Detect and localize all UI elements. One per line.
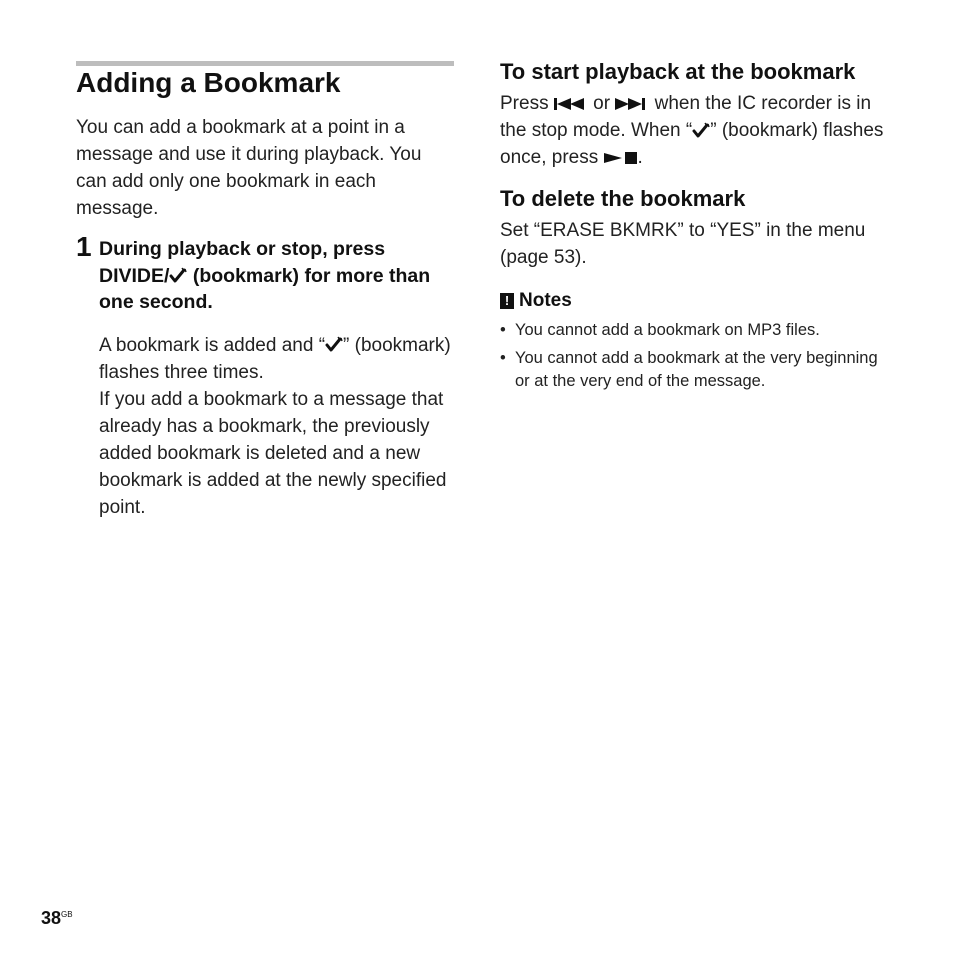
- next-track-icon: [615, 97, 649, 111]
- bullet: •: [500, 348, 506, 367]
- section-title: Adding a Bookmark: [76, 67, 341, 98]
- page-number: $38^{GB}$: [41, 908, 73, 928]
- step-1: [76, 231, 456, 521]
- delete-bookmark-text: Set “ERASE BKMRK” to “YES” in the menu (page 53).: [500, 220, 866, 268]
- start-playback-title: To start playback at the bookmark: [500, 59, 856, 84]
- left-column: [76, 66, 456, 521]
- notes-heading: [500, 289, 890, 313]
- start-playback-text: Press or when the IC recorder is in the stop mode. When “ ” (bookmark) flashes once, press .: [500, 93, 884, 168]
- notes-list: [500, 319, 890, 394]
- intro-paragraph: You can add a bookmark at a point in a message and use it during playback. You can add only one bookmark in each message.: [76, 117, 422, 219]
- bullet: •: [500, 321, 506, 339]
- delete-bookmark-title: To delete the bookmark: [500, 186, 746, 211]
- note-icon: !: [500, 293, 514, 309]
- play-stop-icon: [604, 151, 638, 165]
- bookmark-icon: [169, 267, 187, 285]
- bookmark-icon: [692, 122, 710, 140]
- bookmark-icon: [325, 336, 343, 354]
- notes-title: Notes: [519, 290, 572, 311]
- step-title: During playback or stop, press DIVIDE/ (bookmark) for more than one second.: [99, 238, 431, 313]
- right-column: [500, 58, 890, 398]
- list-item: • You cannot add a bookmark at the very beginning or at the very end of the message.: [500, 348, 878, 390]
- step-number: 1: [76, 231, 92, 262]
- previous-track-icon: [554, 97, 588, 111]
- step-body: A bookmark is added and “ ” (bookmark) flashes three times. If you add a bookmark to a message that already has a bookmark, the previously added bookmark is deleted and a new bookmark is added at the newly specified point.: [99, 334, 451, 518]
- list-item: • You cannot add a bookmark on MP3 files.: [500, 319, 890, 343]
